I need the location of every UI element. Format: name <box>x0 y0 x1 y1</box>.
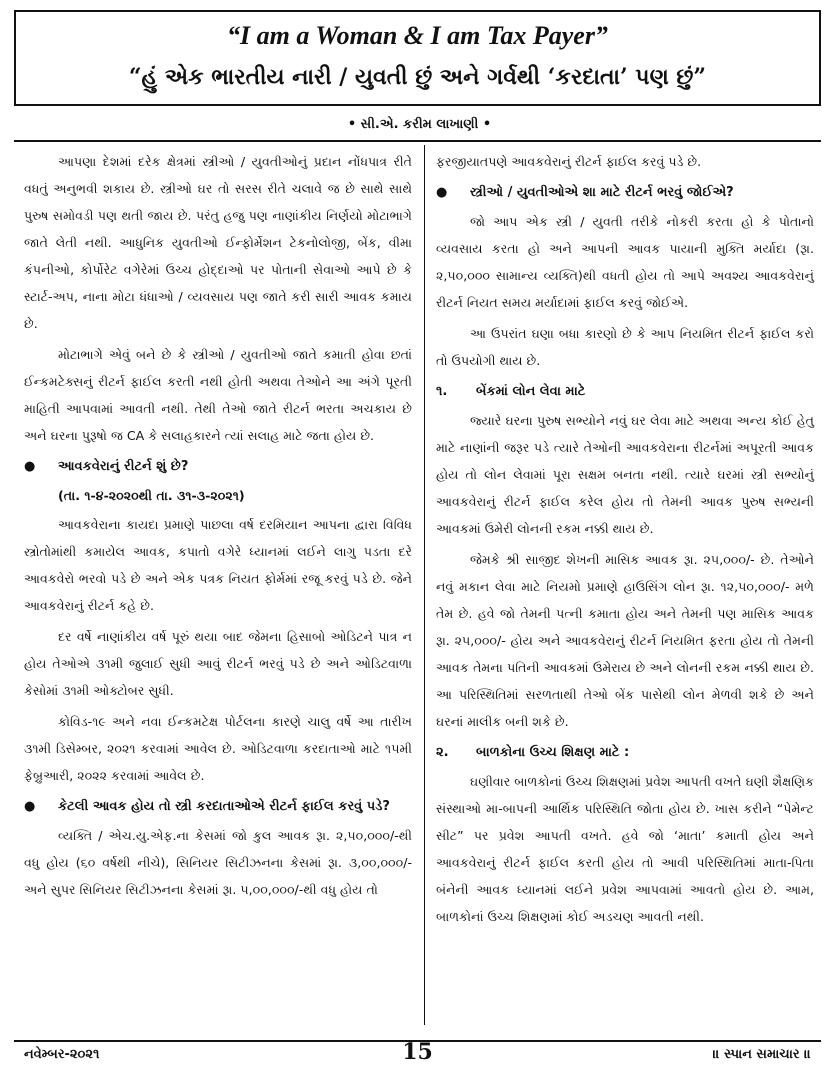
bullet-icon: ● <box>24 799 36 814</box>
paragraph: ઘણીવાર બાળકોનાં ઉચ્ચ શિક્ષણમાં પ્રવેશ આપતી વખતે ઘણી શૈક્ષણિક સંસ્થાઓ મા-બાપની આર્થિક પરિસ્થિતિ જોતા હોય છે. ખાસ કરીને “પેમેન્ટ સીટ” પર પ્રવેશ આપતી વખતે. હવે જો ‘માતા’ કમાતી હોય અને આવકવેરાનું રીટર્ન ફાઈલ કરતી હોય તો આવી પરિસ્થિતિમાં માતા-પિતા બંનેની આવક ધ્યાનમાં લઈને પ્રવેશ આપવામાં આવતો હોય છે. આમ, બાળકોનાં ઉચ્ચ શિક્ષણમાં કોઈ અડચણ આવતી નથી. <box>436 774 814 924</box>
section-number: ૧. <box>436 384 448 399</box>
footer-issue-date: નવેમ્બર-૨૦૨૧ <box>24 1047 100 1062</box>
paragraph: દર વર્ષે નાણાંકીય વર્ષ પૂરું થયા બાદ જેમના હિસાબો ઓડિટને પાત્ર ન હોય તેઓએ ૩૧મી જુલાઈ સુધી આવું રીટર્ન ભરવું પડે છે અને ઓડિટવાળા કેસોમાં ૩૧મી ઓક્ટોબર સુધી. <box>24 629 412 698</box>
paragraph: જ્યારે ઘરના પુરુષ સભ્યોને નવું ઘર લેવા માટે અથવા અન્ય કોઈ હેતુ માટે નાણાંની જરૂર પડે ત્યારે તેઓની આવકવેરાના રીટર્નમાં અપૂરતી આવક હોય તો લોન લેવામાં પૂરા સક્ષમ બનતા નથી. ત્યારે ઘરમાં સ્ત્રી સભ્યોનું આવકવેરાનું રીટર્ન ફાઈલ કરેલ હોય તો તેમની આવક પુરુષ સભ્યની આવકમાં ઉમેરી લોનની રકમ નક્કી થાય છે. <box>436 413 814 536</box>
page-number: 15 <box>402 1039 433 1065</box>
heading-text: સ્ત્રીઓ / યુવતીઓએ શા માટે રીટર્ન ભરવું જોઈએ? <box>470 185 734 200</box>
author-byline: • સી.એ. કરીમ લાખાણી • <box>347 117 492 132</box>
top-divider <box>14 140 821 142</box>
left-column <box>24 148 412 907</box>
heading-text: બેંકમાં લોન લેવા માટે <box>476 384 586 399</box>
paragraph: ફરજીયાતપણે આવકવેરાનું રીટર્ન ફાઈલ કરવું પડે છે. <box>436 154 702 169</box>
bullet-icon: ● <box>24 459 36 474</box>
title-box <box>14 10 821 106</box>
title-english: “I am a Woman & I am Tax Payer” <box>227 21 608 50</box>
right-column <box>436 148 814 934</box>
heading-text: આવકવેરાનું રીટર્ન શું છે? <box>58 459 189 474</box>
paragraph: જો આપ એક સ્ત્રી / યુવતી તરીકે નોકરી કરતા હો કે પોતાનો વ્યવસાય કરતા હો અને આપની આવક પાયાની મુક્તિ મર્યાદા (રૂા. ૨,૫૦,૦૦૦ સામાન્ય વ્યક્તિ)થી વધતી હોય તો આપે અવશ્ય આવકવેરાનું રીટર્ન નિયત સમય મર્યાદામાં ફાઈલ કરવું જોઈએ. <box>436 214 814 310</box>
paragraph: આવકવેરાના કાયદા પ્રમાણે પાછલા વર્ષ દરમિયાન આપના દ્વારા વિવિધ સ્ત્રોતોમાંથી કમાયેલ આવક, કપાતો વગેરે ધ્યાનમાં લઈને લાગુ પડતા દરે આવકવેરો ભરવો પડે છે અને એક પત્રક નિયત ફોર્મમાં રજૂ કરવું પડે છે. જેને આવકવેરાનું રીટર્ન કહે છે. <box>24 517 412 613</box>
paragraph: આ ઉપરાંત ઘણા બધા કારણો છે કે આપ નિયમિત રીટર્ન ફાઈલ કરો તો ઉપયોગી થાય છે. <box>436 326 814 368</box>
paragraph: મોટાભાગે એવું બને છે કે સ્ત્રીઓ / યુવતીઓ જાતે કમાતી હોવા છતાં ઈન્કમટેક્સનું રીટર્ન ફાઈલ કરતી નથી હોતી અથવા તેઓને આ અંગે પૂરતી માહિતી આપવામાં આવતી નથી. તેથી તેઓ જાતે રીટર્ન ભરતા અચકાય છે અને ઘરના પુરૂષો જ CA કે સલાહકારને ત્યાં સલાહ માટે જતા હોય છે. <box>24 347 412 443</box>
paragraph: વ્યક્તિ / એચ.યુ.એફ.ના કેસમાં જો કુલ આવક રૂા. ૨,૫૦,૦૦૦/-થી વધુ હોય (૬૦ વર્ષથી નીચે), સિનિયર સિટીઝનના કેસમાં રૂા. ૩,૦૦,૦૦૦/- અને સુપર સિનિયર સિટીઝનના કેસમાં રૂા. ૫,૦૦,૦૦૦/-થી વધુ હોય તો <box>24 828 412 897</box>
heading-text: કેટલી આવક હોય તો સ્ત્રી કરદાતાઓએ રીટર્ન ફાઈલ કરવું પડે? <box>58 799 390 814</box>
paragraph: આપણા દેશમાં દરેક ક્ષેત્રમાં સ્ત્રીઓ / યુવતીઓનું પ્રદાન નોંધપાત્ર રીતે વધતું અનુભવી શકાય છે. સ્ત્રીઓ ઘર તો સરસ રીતે ચલાવે જ છે સાથે સાથે પુરુષ સમોવડી પણ થતી જાય છે. પરંતુ હજુ પણ નાણાંકીય નિર્ણયો મોટાભાગે જાતે લેતી નથી. આધુનિક યુવતીઓ ઈન્ફોર્મેશન ટેકનોલોજી, બેંક, વીમા કંપનીઓ, કોર્પોરેટ વગેરેમાં ઉચ્ચ હોદ્દાઓ પર પોતાની સેવાઓ આપે છે કે સ્ટાર્ટ-અપ, નાના મોટા ધંધાઓ / વ્યવસાય પણ જાતે કરી સારી આવક કમાય છે. <box>24 154 412 331</box>
section-heading <box>436 179 814 206</box>
section-heading <box>436 739 814 766</box>
paragraph: જેમકે શ્રી સાજીદ શેખની માસિક આવક રૂા. ૨૫,૦૦૦/- છે. તેઓને નવું મકાન લેવા માટે નિયમો પ્રમાણે હાઉસિંગ લોન રૂા. ૧૨,૫૦,૦૦૦/- મળે તેમ છે. હવે જો તેમની પત્ની કમાતા હોય અને તેમની પણ માસિક આવક રૂા. ૨૫,૦૦૦/- હોય અને આવકવેરાનું રીટર્ન નિયમિત ફરતા હોય તો તેમની આવક તેમના પતિની આવકમાં ઉમેરાય છે અને લોનની રકમ નક્કી થાય છે. આ પરિસ્થિતિમાં સરળતાથી તેઓ બેંક પાસેથી લોન મેળવી શકે છે અને ઘરનાં માલીક બની શકે છે. <box>436 552 814 729</box>
section-heading <box>24 793 412 820</box>
page-footer <box>14 1039 821 1071</box>
paragraph: કોવિડ-૧૯ અને નવા ઈન્કમટેક્ષ પોર્ટલના કારણે ચાલુ વર્ષે આ તારીખ ૩૧મી ડિસેમ્બર, ૨૦૨૧ કરવામાં આવેલ છે. ઓડિટવાળા કરદાતાઓ માટે ૧૫મી ફેબ્રુઆરી, ૨૦૨૨ કરવામાં આવેલ છે. <box>24 714 412 783</box>
bullet-icon: ● <box>436 185 448 200</box>
footer-publication-name: ॥ સ્પાન સમાચાર ॥ <box>712 1047 811 1062</box>
title-gujarati: “હું એક ભારતીય નારી / યુવતી છું અને ગર્વથી ‘કરદાતા’ પણ છું” <box>128 64 707 90</box>
section-heading <box>436 378 814 405</box>
column-divider <box>424 145 425 1025</box>
section-number: ૨. <box>436 745 449 760</box>
section-subheading: (તા. ૧-૪-૨૦૨૦થી તા. ૩૧-૩-૨૦૨૧) <box>58 488 245 503</box>
heading-text: બાળકોના ઉચ્ચ શિક્ષણ માટે : <box>476 745 630 760</box>
section-heading <box>24 453 412 480</box>
